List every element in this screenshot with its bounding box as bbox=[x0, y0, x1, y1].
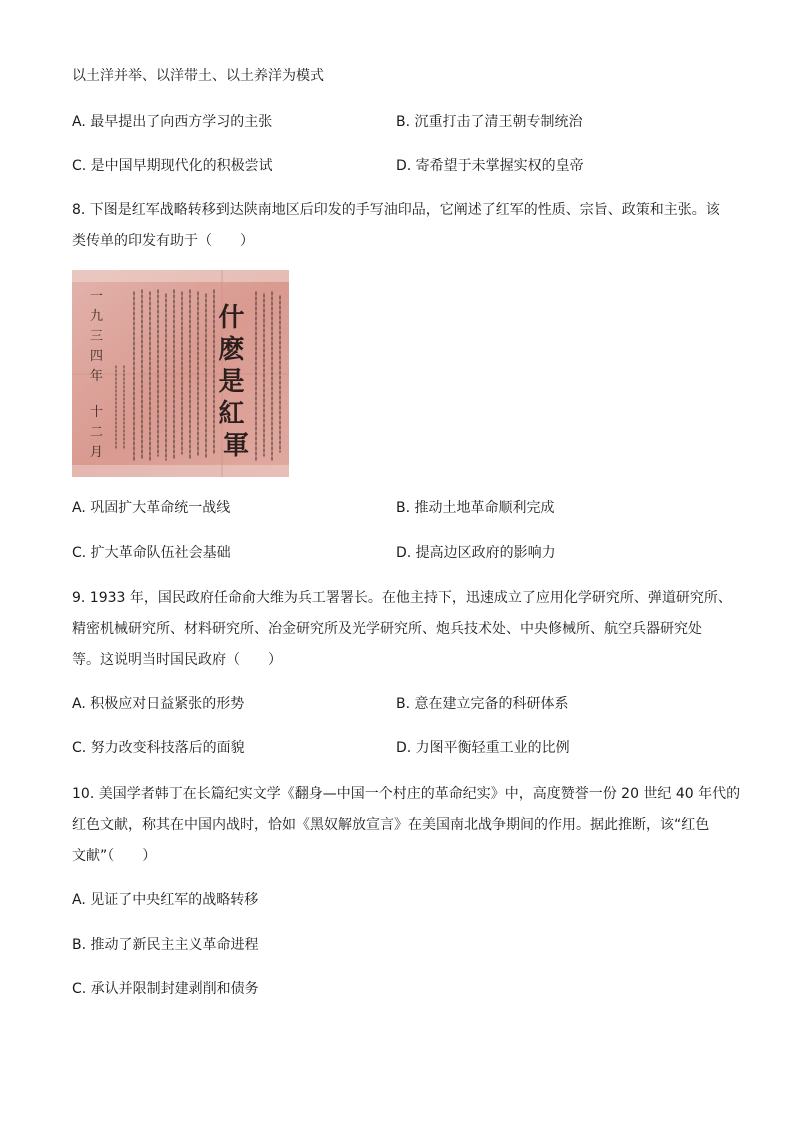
q8-option-a[interactable]: A. 巩固扩大革命统一战线 bbox=[72, 500, 231, 516]
q10-option-b[interactable]: B. 推动了新民主主义革命进程 bbox=[72, 937, 259, 953]
q10-stem-line-1: 10. 美国学者韩丁在长篇纪实文学《翻身—中国一个村庄的革命纪实》中，高度赞誉一份 20 世纪 40 年代的 bbox=[72, 786, 741, 802]
q10-option-a[interactable]: A. 见证了中央红军的战略转移 bbox=[72, 892, 259, 908]
leaflet-title-text: 什 麽 是 紅 軍 bbox=[218, 303, 250, 461]
q9-option-c[interactable]: C. 努力改变科技落后的面貌 bbox=[72, 740, 245, 756]
q10-stem-line-2: 红色文献，称其在中国内战时，恰如《黑奴解放宣言》在美国南北战争期间的作用。据此推断，该“红色 bbox=[72, 817, 710, 833]
q7-option-b[interactable]: B. 沉重打击了清王朝专制统治 bbox=[396, 114, 583, 130]
q9-stem-line-2: 精密机械研究所、材料研究所、冶金研究所及光学研究所、炮兵技术处、中央修械所、航空兵器研究处 bbox=[72, 621, 702, 637]
red-army-leaflet-image bbox=[72, 270, 289, 477]
question-7-stem-continuation: 以土洋并举、以洋带土、以土养洋为模式 bbox=[72, 68, 324, 84]
q7-option-c[interactable]: C. 是中国早期现代化的积极尝试 bbox=[72, 158, 273, 174]
q9-option-b[interactable]: B. 意在建立完备的科研体系 bbox=[396, 696, 569, 712]
q8-stem-line-2: 类传单的印发有助于（ ） bbox=[72, 233, 254, 249]
q7-option-a[interactable]: A. 最早提出了向西方学习的主张 bbox=[72, 114, 273, 130]
q8-option-d[interactable]: D. 提高边区政府的影响力 bbox=[396, 545, 556, 561]
q10-option-c[interactable]: C. 承认并限制封建剥削和债务 bbox=[72, 981, 259, 997]
q9-stem-line-1: 9. 1933 年，国民政府任命俞大维为兵工署署长。在他主持下，迅速成立了应用化学研究所、弹道研究所、 bbox=[72, 590, 732, 606]
q7-option-d[interactable]: D. 寄希望于未掌握实权的皇帝 bbox=[396, 158, 584, 174]
q9-option-d[interactable]: D. 力图平衡轻重工业的比例 bbox=[396, 740, 570, 756]
q9-stem-line-3: 等。这说明当时国民政府（ ） bbox=[72, 652, 282, 668]
q9-option-a[interactable]: A. 积极应对日益紧张的形势 bbox=[72, 696, 245, 712]
q8-option-c[interactable]: C. 扩大革命队伍社会基础 bbox=[72, 545, 231, 561]
q8-option-b[interactable]: B. 推动土地革命顺利完成 bbox=[396, 500, 555, 516]
q8-stem-line-1: 8. 下图是红军战略转移到达陕南地区后印发的手写油印品，它阐述了红军的性质、宗旨、政策和主张。该 bbox=[72, 202, 720, 218]
leaflet-date-text: 一 九 三 四 年 十 二 月 bbox=[90, 289, 104, 460]
q10-stem-line-3: 文献”（ ） bbox=[72, 848, 157, 864]
